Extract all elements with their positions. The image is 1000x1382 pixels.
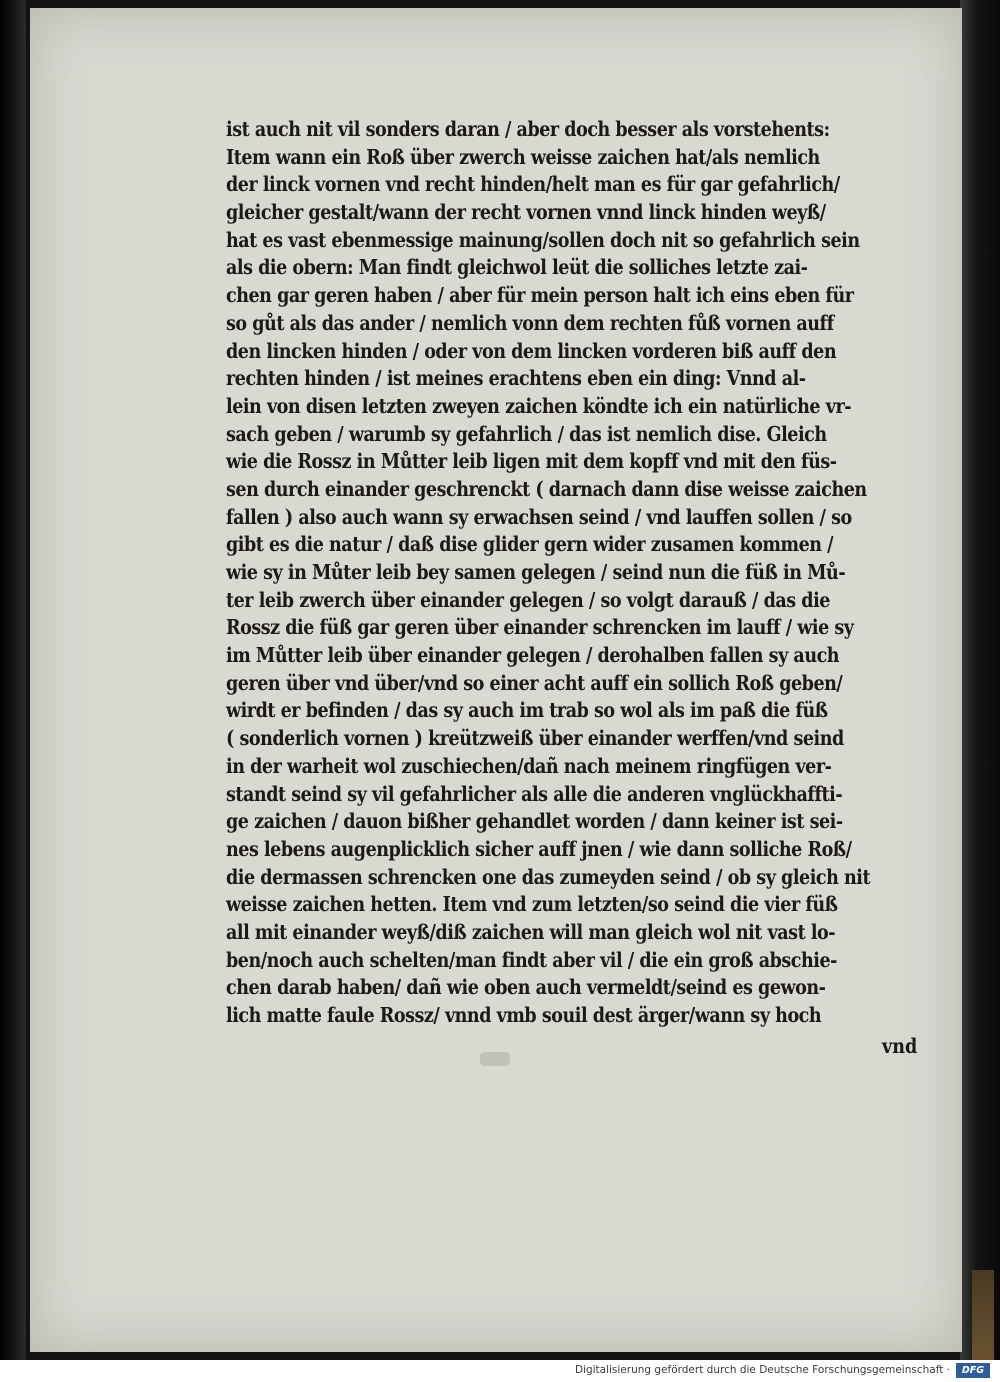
text-line: wie die Rossz in Můtter leib ligen mit dem kopff vnd mit den füs- [226,449,837,474]
text-line: chen gar geren haben / aber für mein person halt ich eins eben für [226,283,854,308]
text-line: ge zaichen / dauon bißher gehandlet worden / dann keiner ist sei- [226,809,843,834]
text-line: lein von disen letzten zweyen zaichen köndte ich ein natürliche vr- [226,393,852,418]
text-line: gibt es die natur / daß dise glider gern wider zusamen kommen / [226,532,834,557]
dfg-logo: DFG [956,1363,990,1378]
footer-credit-text: Digitalisierung gefördert durch die Deutsche Forschungsgemeinschaft · [574,1364,950,1376]
text-line: ben/noch auch schelten/man findt aber vil / die ein groß abschie- [226,947,837,972]
text-line: lich matte faule Rossz/ vnnd vmb souil dest ärger/wann sy hoch [226,1003,822,1027]
text-line: nes lebens augenplicklich sicher auff jnen / wie dann solliche Roß/ [226,836,852,861]
text-line: sach geben / warumb sy gefahrlich / das ist nemlich dise. Gleich [226,421,827,446]
text-line: als die obern: Man findt gleichwol leüt die solliches letzte zai- [226,255,808,280]
text-line: chen darab haben/ dañ wie oben auch vermeldt/seind es gewon- [226,975,826,1000]
catchword: vnd [882,1034,918,1058]
text-line: rechten hinden / ist meines erachtens eben ein ding: Vnnd al- [226,366,806,391]
page-text-block [226,116,936,1030]
footer-bar [0,1360,1000,1382]
text-line: im Můtter leib über einander gelegen / derohalben fallen sy auch [226,643,840,668]
text-line: ist auch nit vil sonders daran / aber doch besser als vorstehents: [226,117,830,141]
book-right-edge [960,0,1000,1360]
text-line: den lincken hinden / oder von dem lincken vorderen biß auff den [226,338,837,363]
text-line: weisse zaichen hetten. Item vnd zum letzten/so seind die vier füß [226,892,838,917]
text-line: geren über vnd über/vnd so einer acht auff ein sollich Roß geben/ [226,670,843,695]
text-line: fallen ) also auch wann sy erwachsen seind / vnd lauffen sollen / so [226,504,852,529]
text-line: standt seind sy vil gefahrlicher als alle die anderen vnglückhaffti- [226,781,843,806]
text-line: Rossz die füß gar geren über einander schrencken im lauff / wie sy [226,615,854,640]
text-line: gleicher gestalt/wann der recht vornen vnnd linck hinden weyß/ [226,200,826,225]
text-line: die dermassen schrencken one das zumeyden seind / ob sy gleich nit [226,864,871,889]
text-line: wie sy in Můter leib bey samen gelegen / seind nun die füß in Mů- [226,560,846,584]
text-line: sen durch einander geschrenckt ( darnach dann dise weisse zaichen [226,476,867,501]
text-line: in der warheit wol zuschiechen/dañ nach meinem ringfügen ver- [226,753,832,778]
book-left-edge [0,0,26,1360]
text-line: Item wann ein Roß über zwerch weisse zaichen hat/als nemlich [226,144,820,169]
text-line: ( sonderlich vornen ) kreützweiß über einander werffen/vnd seind [226,726,844,751]
text-line: der linck vornen vnd recht hinden/helt man es für gar gefahrlich/ [226,172,840,197]
text-line: all mit einander weyß/diß zaichen will man gleich wol nit vast lo- [226,919,836,944]
ink-show-through-smudge [480,1052,510,1066]
text-line: ter leib zwerch über einander gelegen / so volgt darauß / das die [226,587,830,612]
text-line: so gůt als das ander / nemlich vonn dem rechten fůß vornen auff [226,310,834,335]
book-spine-fragment [972,1270,994,1360]
text-line: wirdt er befinden / das sy auch im trab so wol als im paß die füß [226,698,828,723]
text-line: hat es vast ebenmessige mainung/sollen doch nit so gefahrlich sein [226,227,860,252]
